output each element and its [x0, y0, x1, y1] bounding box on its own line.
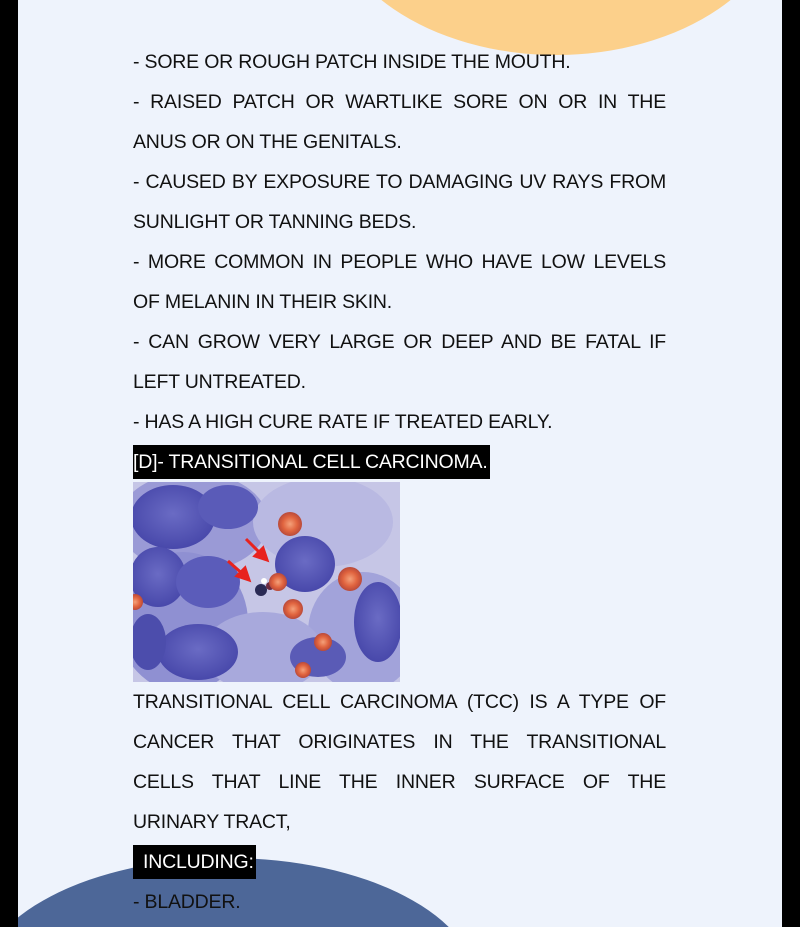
paragraph-line: URINARY TRACT,	[133, 811, 291, 833]
including-row	[133, 842, 666, 882]
bullet-line: ANUS OR ON THE GENITALS.	[133, 131, 402, 153]
document-page	[18, 0, 782, 927]
section-heading-row	[133, 442, 666, 482]
section-heading: [D]- TRANSITIONAL CELL CARCINOMA.	[133, 445, 490, 479]
bullet-line: - HAS A HIGH CURE RATE IF TREATED EARLY.	[133, 411, 553, 433]
bullet-line: - RAISED PATCH OR WARTLIKE SORE ON OR IN THE	[133, 91, 666, 113]
bullet-line: - CAUSED BY EXPOSURE TO DAMAGING UV RAYS FROM	[133, 171, 666, 193]
micrograph-image	[133, 482, 400, 682]
bullet-line: - CAN GROW VERY LARGE OR DEEP AND BE FATAL IF	[133, 331, 666, 353]
bullet-line: - MORE COMMON IN PEOPLE WHO HAVE LOW LEVELS	[133, 251, 666, 273]
bullet-line: LEFT UNTREATED.	[133, 371, 306, 393]
paragraph-line: CELLS THAT LINE THE INNER SURFACE OF THE	[133, 771, 666, 793]
paragraph-line: CANCER THAT ORIGINATES IN THE TRANSITIONAL	[133, 731, 666, 753]
bullet-line: SUNLIGHT OR TANNING BEDS.	[133, 211, 417, 233]
paragraph-line: TRANSITIONAL CELL CARCINOMA (TCC) IS A TYPE OF	[133, 691, 666, 713]
bullet-line: OF MELANIN IN THEIR SKIN.	[133, 291, 393, 313]
including-label: INCLUDING:	[133, 845, 256, 879]
bullet-line: - SORE OR ROUGH PATCH INSIDE THE MOUTH.	[133, 51, 571, 73]
document-content	[133, 42, 666, 922]
list-item: - BLADDER.	[133, 891, 241, 913]
